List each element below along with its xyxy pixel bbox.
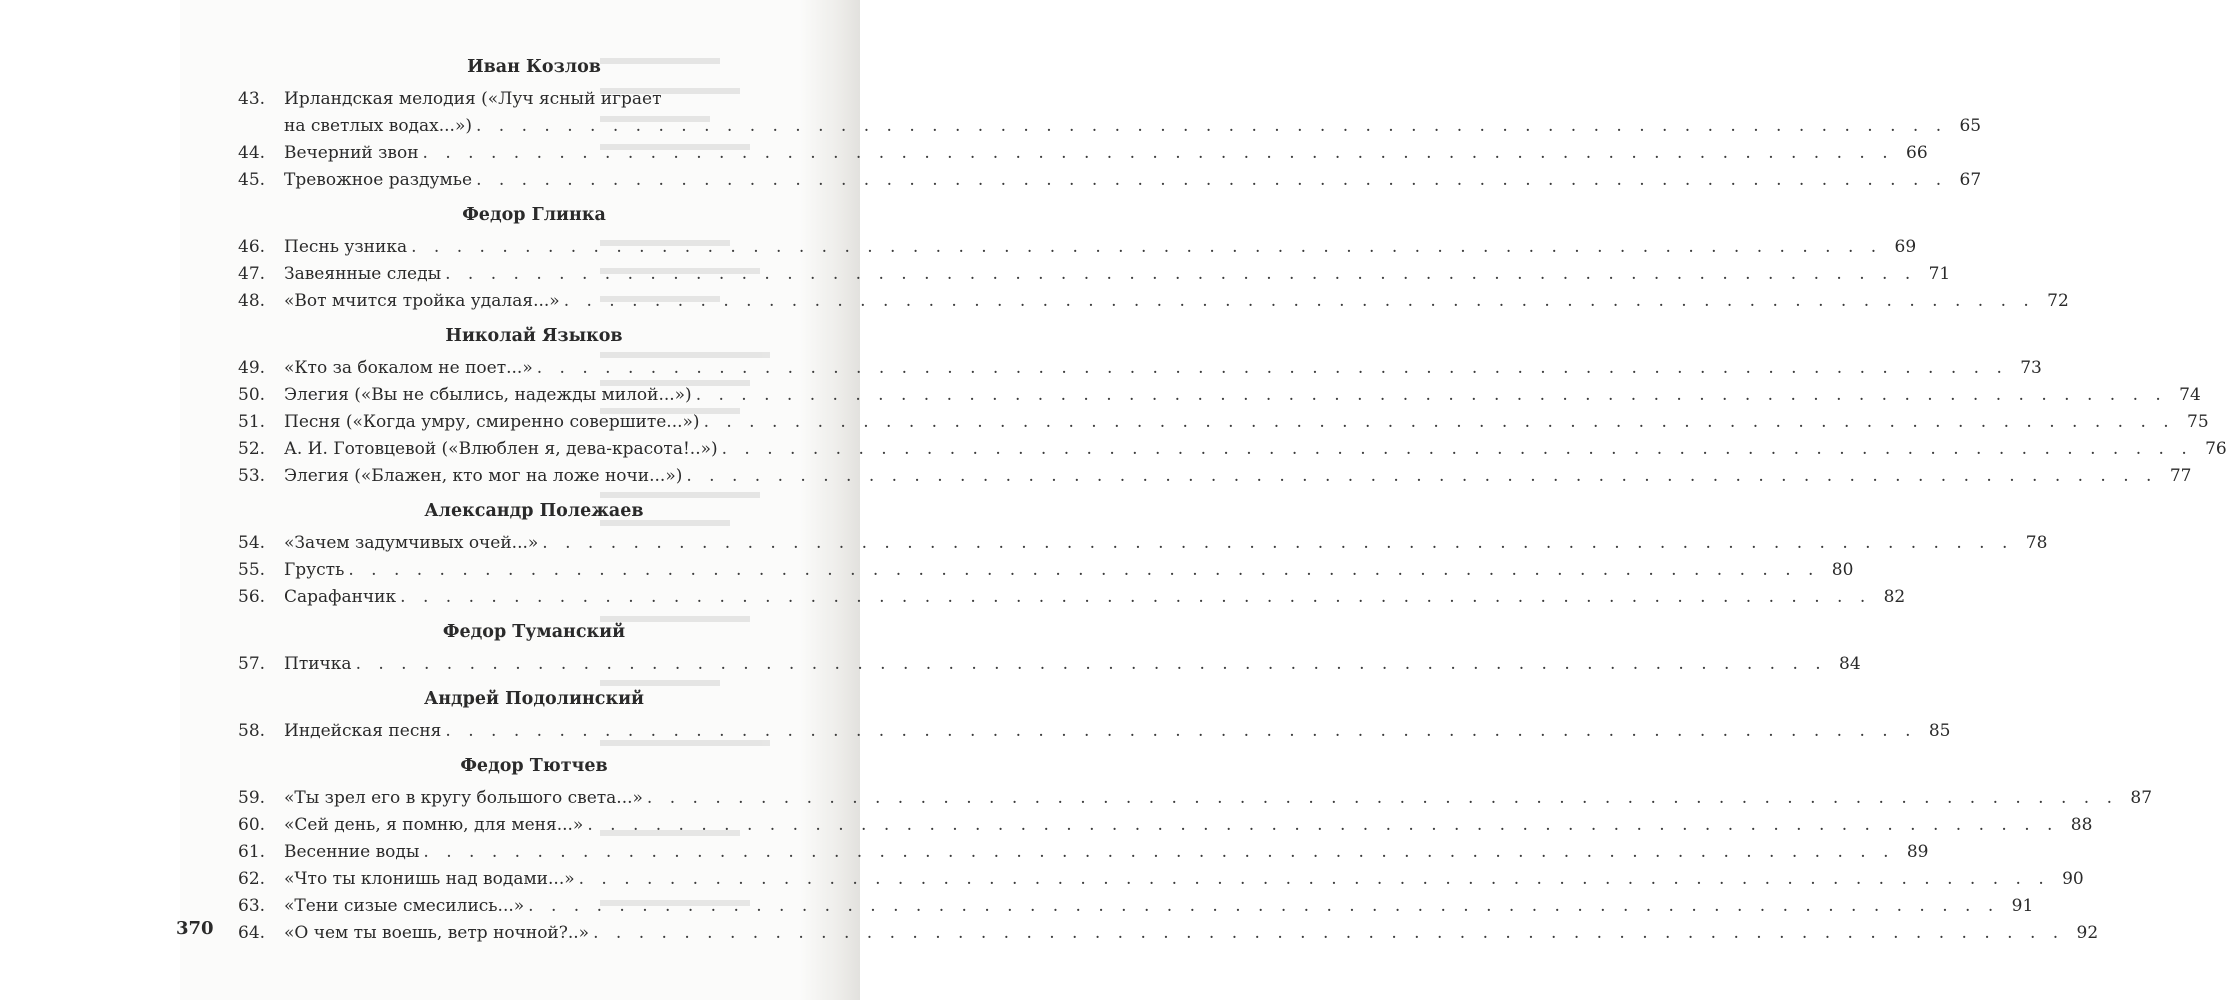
toc-entry: [238, 651, 1861, 678]
entry-page: 88: [2070, 815, 2093, 835]
entry-page: 75: [2187, 412, 2209, 432]
entry-title: «Сей день, я помню, для меня...»: [284, 815, 584, 835]
entry-number: 61.: [238, 842, 266, 862]
entry-title: Индейская песня: [284, 721, 442, 741]
toc-entry: [238, 261, 1951, 288]
leader-dots: [476, 113, 1947, 140]
leader-dots: [445, 261, 1916, 288]
entry-page: 85: [1928, 721, 1951, 741]
leader-dots: [579, 866, 2050, 893]
leader-dots: [564, 288, 2035, 315]
entry-page: 82: [1883, 587, 1906, 607]
entry-number: 60.: [238, 815, 266, 835]
entry-page: 65: [1959, 116, 1982, 136]
toc-entry: [238, 234, 1917, 261]
section-author: Федор Глинка: [462, 205, 606, 225]
leader-dots: [696, 382, 2167, 409]
entry-title: «Зачем задумчивых очей...»: [284, 533, 539, 553]
entry-page: 90: [2062, 869, 2084, 889]
toc-entry: [238, 382, 2201, 409]
entry-title: Завеянные следы: [284, 264, 442, 284]
entry-page: 74: [2179, 385, 2201, 405]
entry-title: «О чем ты воешь, ветр ночной?..»: [284, 923, 590, 943]
leader-dots: [593, 920, 2064, 947]
entry-title: Ирландская мелодия («Луч ясный играет: [284, 89, 662, 109]
page-number: 370: [176, 918, 214, 939]
leader-dots: [348, 557, 1819, 584]
leader-dots: [400, 584, 1871, 611]
entry-number: 58.: [238, 721, 266, 741]
entry-number: 57.: [238, 654, 266, 674]
entry-title: Песня («Когда умру, смиренно совершите...»): [284, 412, 700, 432]
leader-dots: [647, 785, 2118, 812]
entry-number: 49.: [238, 358, 266, 378]
entry-title: «Тени сизые смесились...»: [284, 896, 525, 916]
entry-number: 53.: [238, 466, 266, 486]
leader-dots: [542, 530, 2013, 557]
table-of-contents: [238, 46, 2227, 947]
entry-number: 46.: [238, 237, 266, 257]
entry-title: Тревожное раздумье: [284, 170, 473, 190]
entry-title: Песнь узника: [284, 237, 408, 257]
leader-dots: [411, 234, 1882, 261]
leader-dots: [423, 140, 1894, 167]
leader-dots: [356, 651, 1827, 678]
entry-number: 48.: [238, 291, 266, 311]
toc-entry: [238, 718, 1951, 745]
entry-page: 87: [2130, 788, 2153, 808]
toc-entry: [238, 530, 2048, 557]
entry-page: 91: [2011, 896, 2034, 916]
toc-entry: [238, 288, 2069, 315]
toc-entry: [238, 893, 2034, 920]
leader-dots: [528, 893, 1999, 920]
entry-page: 84: [1839, 654, 1861, 674]
entry-number: 51.: [238, 412, 266, 432]
section-author: Иван Козлов: [467, 57, 601, 77]
toc-entry: [238, 436, 2227, 463]
leader-dots: [423, 839, 1894, 866]
entry-number: 47.: [238, 264, 266, 284]
section-author: Федор Тютчев: [460, 756, 608, 776]
toc-entry: [238, 557, 1854, 584]
toc-entry: [238, 140, 1928, 167]
leader-dots: [445, 718, 1916, 745]
section-author: Федор Туманский: [442, 622, 626, 642]
leader-dots: [537, 355, 2008, 382]
entry-page: 80: [1831, 560, 1854, 580]
toc-entry: [238, 920, 2099, 947]
section-author: Николай Языков: [445, 326, 623, 346]
toc-entry: [238, 866, 2084, 893]
entry-page: 71: [1928, 264, 1951, 284]
leader-dots: [704, 409, 2175, 436]
entry-title: Элегия («Вы не сбылись, надежды милой...»): [284, 385, 692, 405]
entry-page: 89: [1906, 842, 1929, 862]
section-author: Александр Полежаев: [424, 501, 644, 521]
leader-dots: [476, 167, 1947, 194]
entry-number: 52.: [238, 439, 266, 459]
section-author: Андрей Подолинский: [423, 689, 645, 709]
toc-entry: [238, 785, 2153, 812]
entry-title: Вечерний звон: [284, 143, 419, 163]
entry-page: 72: [2047, 291, 2069, 311]
entry-title: «Кто за бокалом не поет...»: [284, 358, 533, 378]
entry-page: 66: [1906, 143, 1928, 163]
entry-number: 62.: [238, 869, 266, 889]
entry-page: 73: [2020, 358, 2042, 378]
entry-title: Весенние воды: [284, 842, 420, 862]
entry-title: Птичка: [284, 654, 352, 674]
entry-number: 63.: [238, 896, 266, 916]
entry-page: 78: [2025, 533, 2048, 553]
entry-title: Сарафанчик: [284, 587, 397, 607]
entry-title: Грусть: [284, 560, 345, 580]
entry-number: 59.: [238, 788, 266, 808]
entry-number: 56.: [238, 587, 266, 607]
entry-title: А. И. Готовцевой («Влюблен я, дева-красота!..»): [284, 439, 718, 459]
entry-number: 43.: [238, 89, 266, 109]
entry-number: 55.: [238, 560, 266, 580]
entry-page: 69: [1894, 237, 1917, 257]
entry-page: 92: [2076, 923, 2099, 943]
toc-entry: [238, 86, 1982, 140]
entry-page: 77: [2169, 466, 2192, 486]
toc-entry: [238, 812, 2093, 839]
leader-dots: [722, 436, 2193, 463]
entry-title-continued: на светлых водах...»): [284, 116, 472, 136]
entry-page: 67: [1959, 170, 1982, 190]
entry-number: 54.: [238, 533, 266, 553]
toc-entry: [238, 839, 1929, 866]
entry-page: 76: [2205, 439, 2227, 459]
toc-entry: [238, 463, 2192, 490]
toc-entry: [238, 167, 1982, 194]
leader-dots: [686, 463, 2157, 490]
toc-entry: [238, 355, 2042, 382]
toc-entry: [238, 584, 1906, 611]
entry-title: Элегия («Блажен, кто мог на ложе ночи...»): [284, 466, 683, 486]
entry-number: 44.: [238, 143, 266, 163]
leader-dots: [587, 812, 2058, 839]
entry-number: 64.: [238, 923, 266, 943]
toc-entry: [238, 409, 2209, 436]
entry-title: «Ты зрел его в кругу большого света...»: [284, 788, 643, 808]
entry-title: «Что ты клонишь над водами...»: [284, 869, 575, 889]
entry-number: 45.: [238, 170, 266, 190]
entry-number: 50.: [238, 385, 266, 405]
entry-title: «Вот мчится тройка удалая...»: [284, 291, 560, 311]
